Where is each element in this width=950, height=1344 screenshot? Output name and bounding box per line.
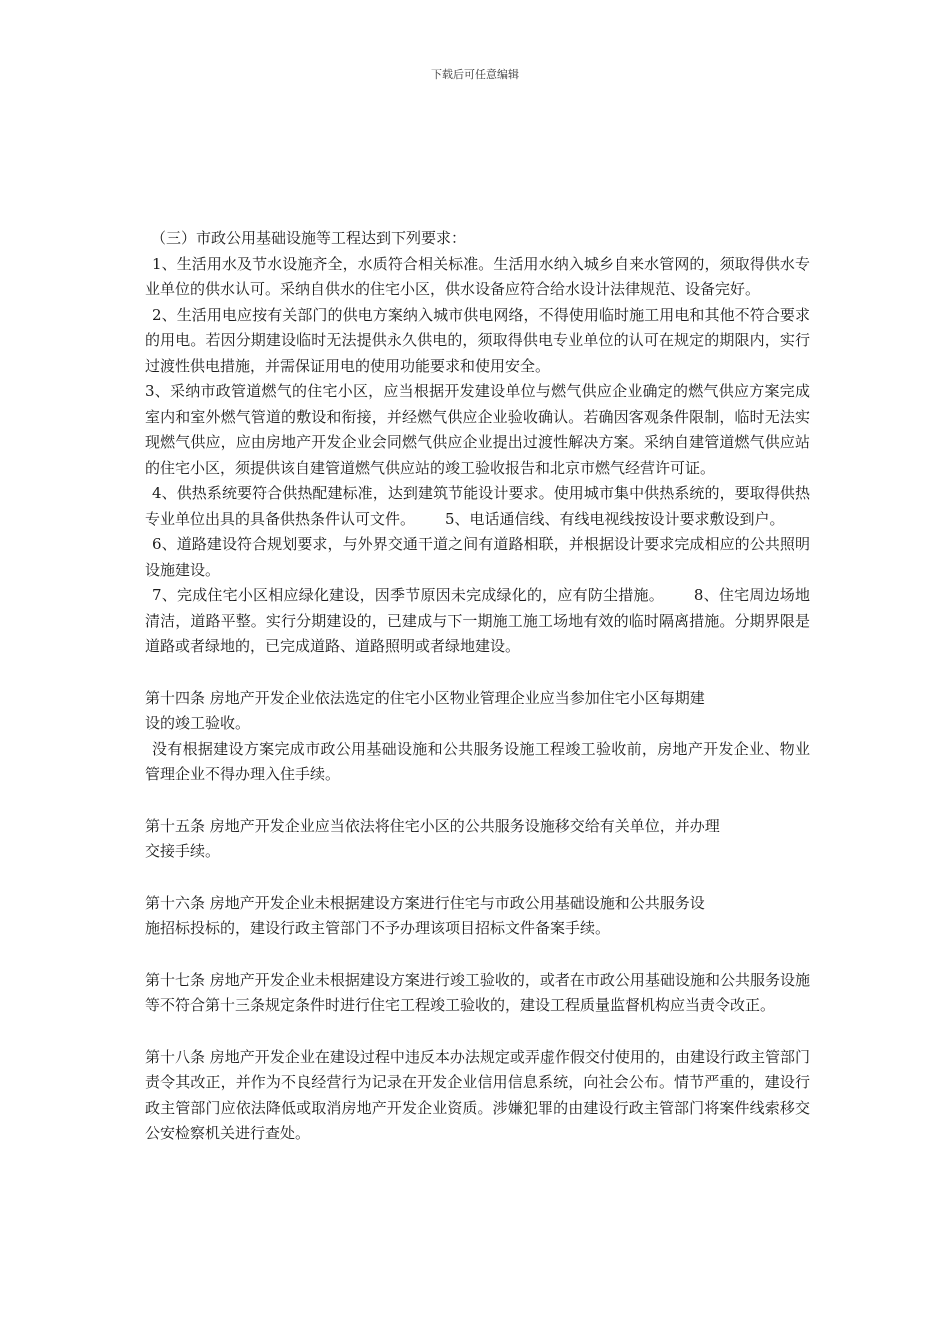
list-item: 5、电话通信线、有线电视线按设计要求敷设到户。 bbox=[445, 509, 785, 528]
article-14-line-1: 第十四条 房地产开发企业依法选定的住宅小区物业管理企业应当参加住宅小区每期建 bbox=[145, 688, 705, 707]
list-item: 2、生活用电应按有关部门的供电方案纳入城市供电网络，不得使用临时施工用电和其他不符合要求的用电。若因分期建设临时无法提供永久供电的，须取得供电专业单位的认可在规定的期限内，实行过渡性供电措施，并需保证用电的使用功能要求和使用安全。 bbox=[145, 305, 810, 375]
article-16-line-2: 施招标投标的，建设行政主管部门不予办理该项目招标文件备案手续。 bbox=[145, 919, 611, 937]
list-item: 7、完成住宅小区相应绿化建设，因季节原因未完成绿化的，应有防尘措施。 bbox=[152, 586, 664, 604]
page-header: 下载后可任意编辑 bbox=[431, 68, 519, 81]
article-18: 第十八条 房地产开发企业在建设过程中违反本办法规定或弄虚作假交付使用的，由建设行政主管部门责令其改正，并作为不良经营行为记录在开发企业信用信息系统，向社会公布。情节严重的，建设行政主管部门应依法降低或取消房地产开发企业资质。涉嫌犯罪的由建设行政主管部门将案件线索移交公安检察机关进行查处。 bbox=[145, 1047, 810, 1142]
list-item: 3、采纳市政管道燃气的住宅小区，应当根据开发建设单位与燃气供应企业确定的燃气供应方案完成室内和室外燃气管道的敷设和衔接，并经燃气供应企业验收确认。若确因客观条件限制，临时无法实现燃气供应，应由房地产开发企业会同燃气供应企业提出过渡性解决方案。采纳自建管道燃气供应站的住宅小区，须提供该自建管道燃气供应站的竣工验收报告和北京市燃气经营许可证。 bbox=[145, 382, 810, 477]
list-item: 4、供热系统要符合供热配建标准，达到建筑节能设计要求。使用城市集中供热系统的，要取得供热专业单位出具的具备供热条件认可文件。 bbox=[145, 484, 810, 528]
article-15-line-1: 第十五条 房地产开发企业应当依法将住宅小区的公共服务设施移交给有关单位，并办理 bbox=[145, 816, 720, 835]
article-14-line-2: 设的竣工验收。 bbox=[145, 714, 251, 732]
list-item: 8、住宅周边场地清洁，道路平整。实行分期建设的，已建成与下一期施工施工场地有效的临时隔离措施。分期界限是道路或者绿地的，已完成道路、道路照明或者绿地建设。 bbox=[145, 586, 810, 655]
list-item: 1、生活用水及节水设施齐全，水质符合相关标准。生活用水纳入城乡自来水管网的，须取得供水专业单位的供水认可。采纳自供水的住宅小区，供水设备应符合给水设计法律规范、设备完好。 bbox=[145, 254, 810, 298]
article-16-line-1: 第十六条 房地产开发企业未根据建设方案进行住宅与市政公用基础设施和公共服务设 bbox=[145, 893, 705, 912]
document-body bbox=[145, 226, 810, 1147]
article-14-paragraph-2: 没有根据建设方案完成市政公用基础设施和公共服务设施工程竣工验收前，房地产开发企业、物业管理企业不得办理入住手续。 bbox=[145, 739, 810, 783]
article-15-line-2: 交接手续。 bbox=[145, 842, 221, 860]
list-item: 6、道路建设符合规划要求，与外界交通干道之间有道路相联，并根据设计要求完成相应的公共照明设施建设。 bbox=[145, 535, 810, 579]
article-17: 第十七条 房地产开发企业未根据建设方案进行竣工验收的，或者在市政公用基础设施和公共服务设施等不符合第十三条规定条件时进行住宅工程竣工验收的，建设工程质量监督机构应当责令改正。 bbox=[145, 970, 810, 1014]
list-item-group bbox=[145, 583, 810, 660]
list-item-group bbox=[145, 481, 810, 532]
section-title: （三）市政公用基础设施等工程达到下列要求： bbox=[151, 229, 467, 247]
